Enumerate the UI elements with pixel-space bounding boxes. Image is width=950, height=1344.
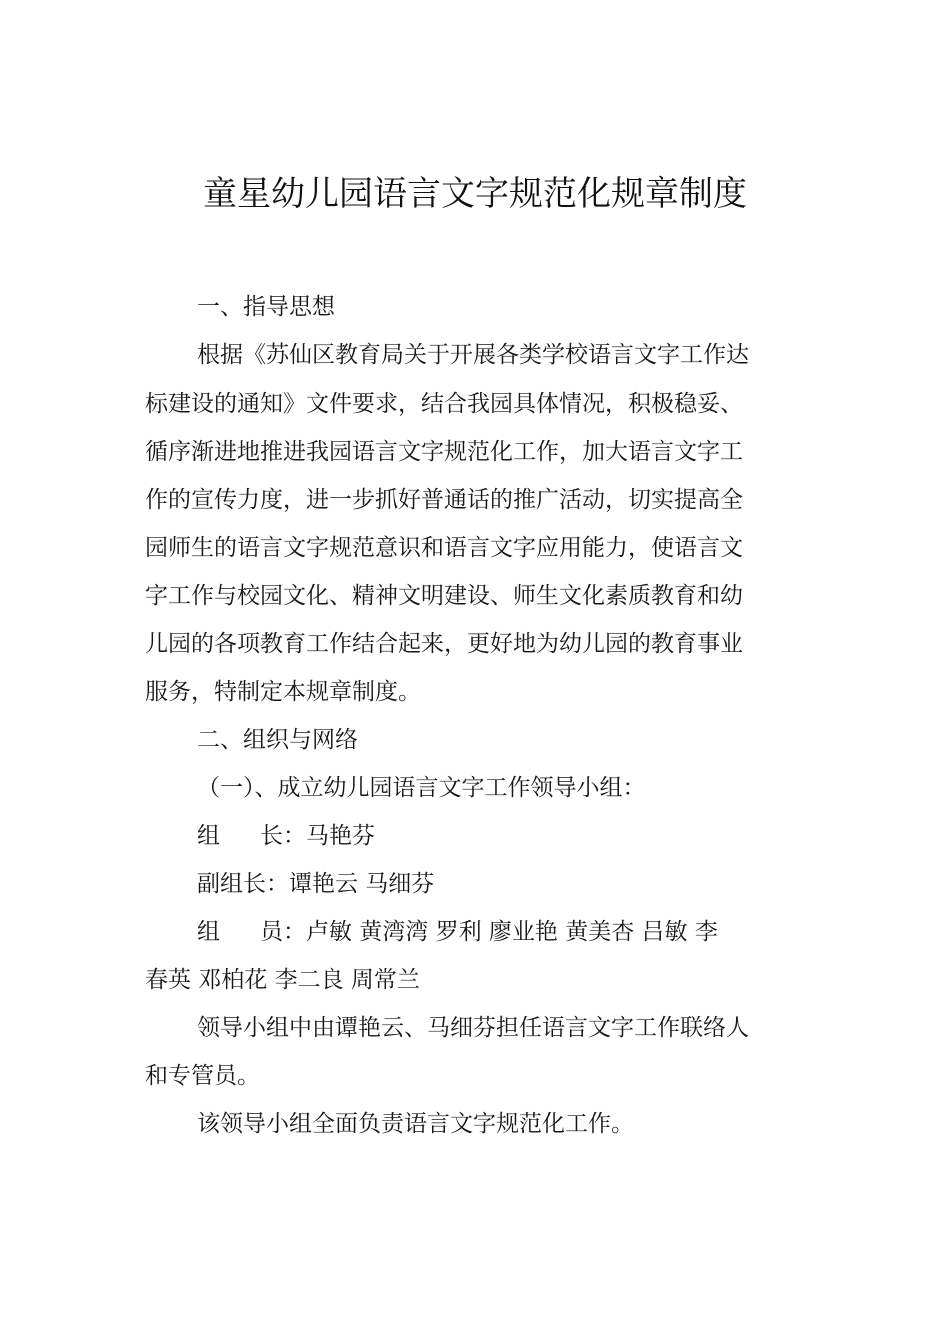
responsibility-line: 该领导小组全面负责语言文字规范化工作。 bbox=[197, 1111, 634, 1137]
paragraph-line: 根据《苏仙区教育局关于开展各类学校语言文字工作达 bbox=[197, 342, 749, 368]
paragraph-line: 循序渐进地推进我园语言文字规范化工作，加大语言文字工 bbox=[145, 439, 743, 465]
contact-line-continued: 和专管员。 bbox=[145, 1063, 260, 1089]
contact-line: 领导小组中由谭艳云、马细芬担任语言文字工作联络人 bbox=[197, 1015, 749, 1041]
members-label: 组 bbox=[197, 919, 220, 945]
leader-line bbox=[197, 812, 810, 860]
paragraph-line: 字工作与校园文化、精神文明建设、师生文化素质教育和幼 bbox=[145, 583, 743, 609]
paragraph-line: 儿园的各项教育工作结合起来，更好地为幼儿园的教育事业 bbox=[145, 631, 743, 657]
section2-heading: 二、组织与网络 bbox=[197, 727, 358, 753]
leader-label: 组 bbox=[197, 823, 220, 849]
paragraph-line: 作的宣传力度，进一步抓好普通话的推广活动，切实提高全 bbox=[145, 487, 743, 513]
document-title: 童星幼儿园语言文字规范化规章制度 bbox=[203, 174, 747, 214]
members-line bbox=[197, 908, 810, 956]
members-line-continued: 春英 邓柏花 李二良 周常兰 bbox=[145, 967, 420, 993]
paragraph-line: 服务，特制定本规章制度。 bbox=[145, 679, 421, 705]
deputy-line: 副组长：谭艳云 马细芬 bbox=[197, 871, 435, 897]
paragraph-line: 园师生的语言文字规范意识和语言文字应用能力，使语言文 bbox=[145, 535, 743, 561]
leader-value: 长：马艳芬 bbox=[260, 823, 375, 849]
paragraph-line: 标建设的通知》文件要求，结合我园具体情况，积极稳妥、 bbox=[145, 391, 743, 417]
members-list: 员：卢敏 黄湾湾 罗利 廖业艳 黄美杏 吕敏 李 bbox=[260, 919, 718, 945]
section1-heading: 一、指导思想 bbox=[197, 294, 335, 320]
subsection-heading: （一）、成立幼儿园语言文字工作领导小组： bbox=[197, 775, 646, 801]
